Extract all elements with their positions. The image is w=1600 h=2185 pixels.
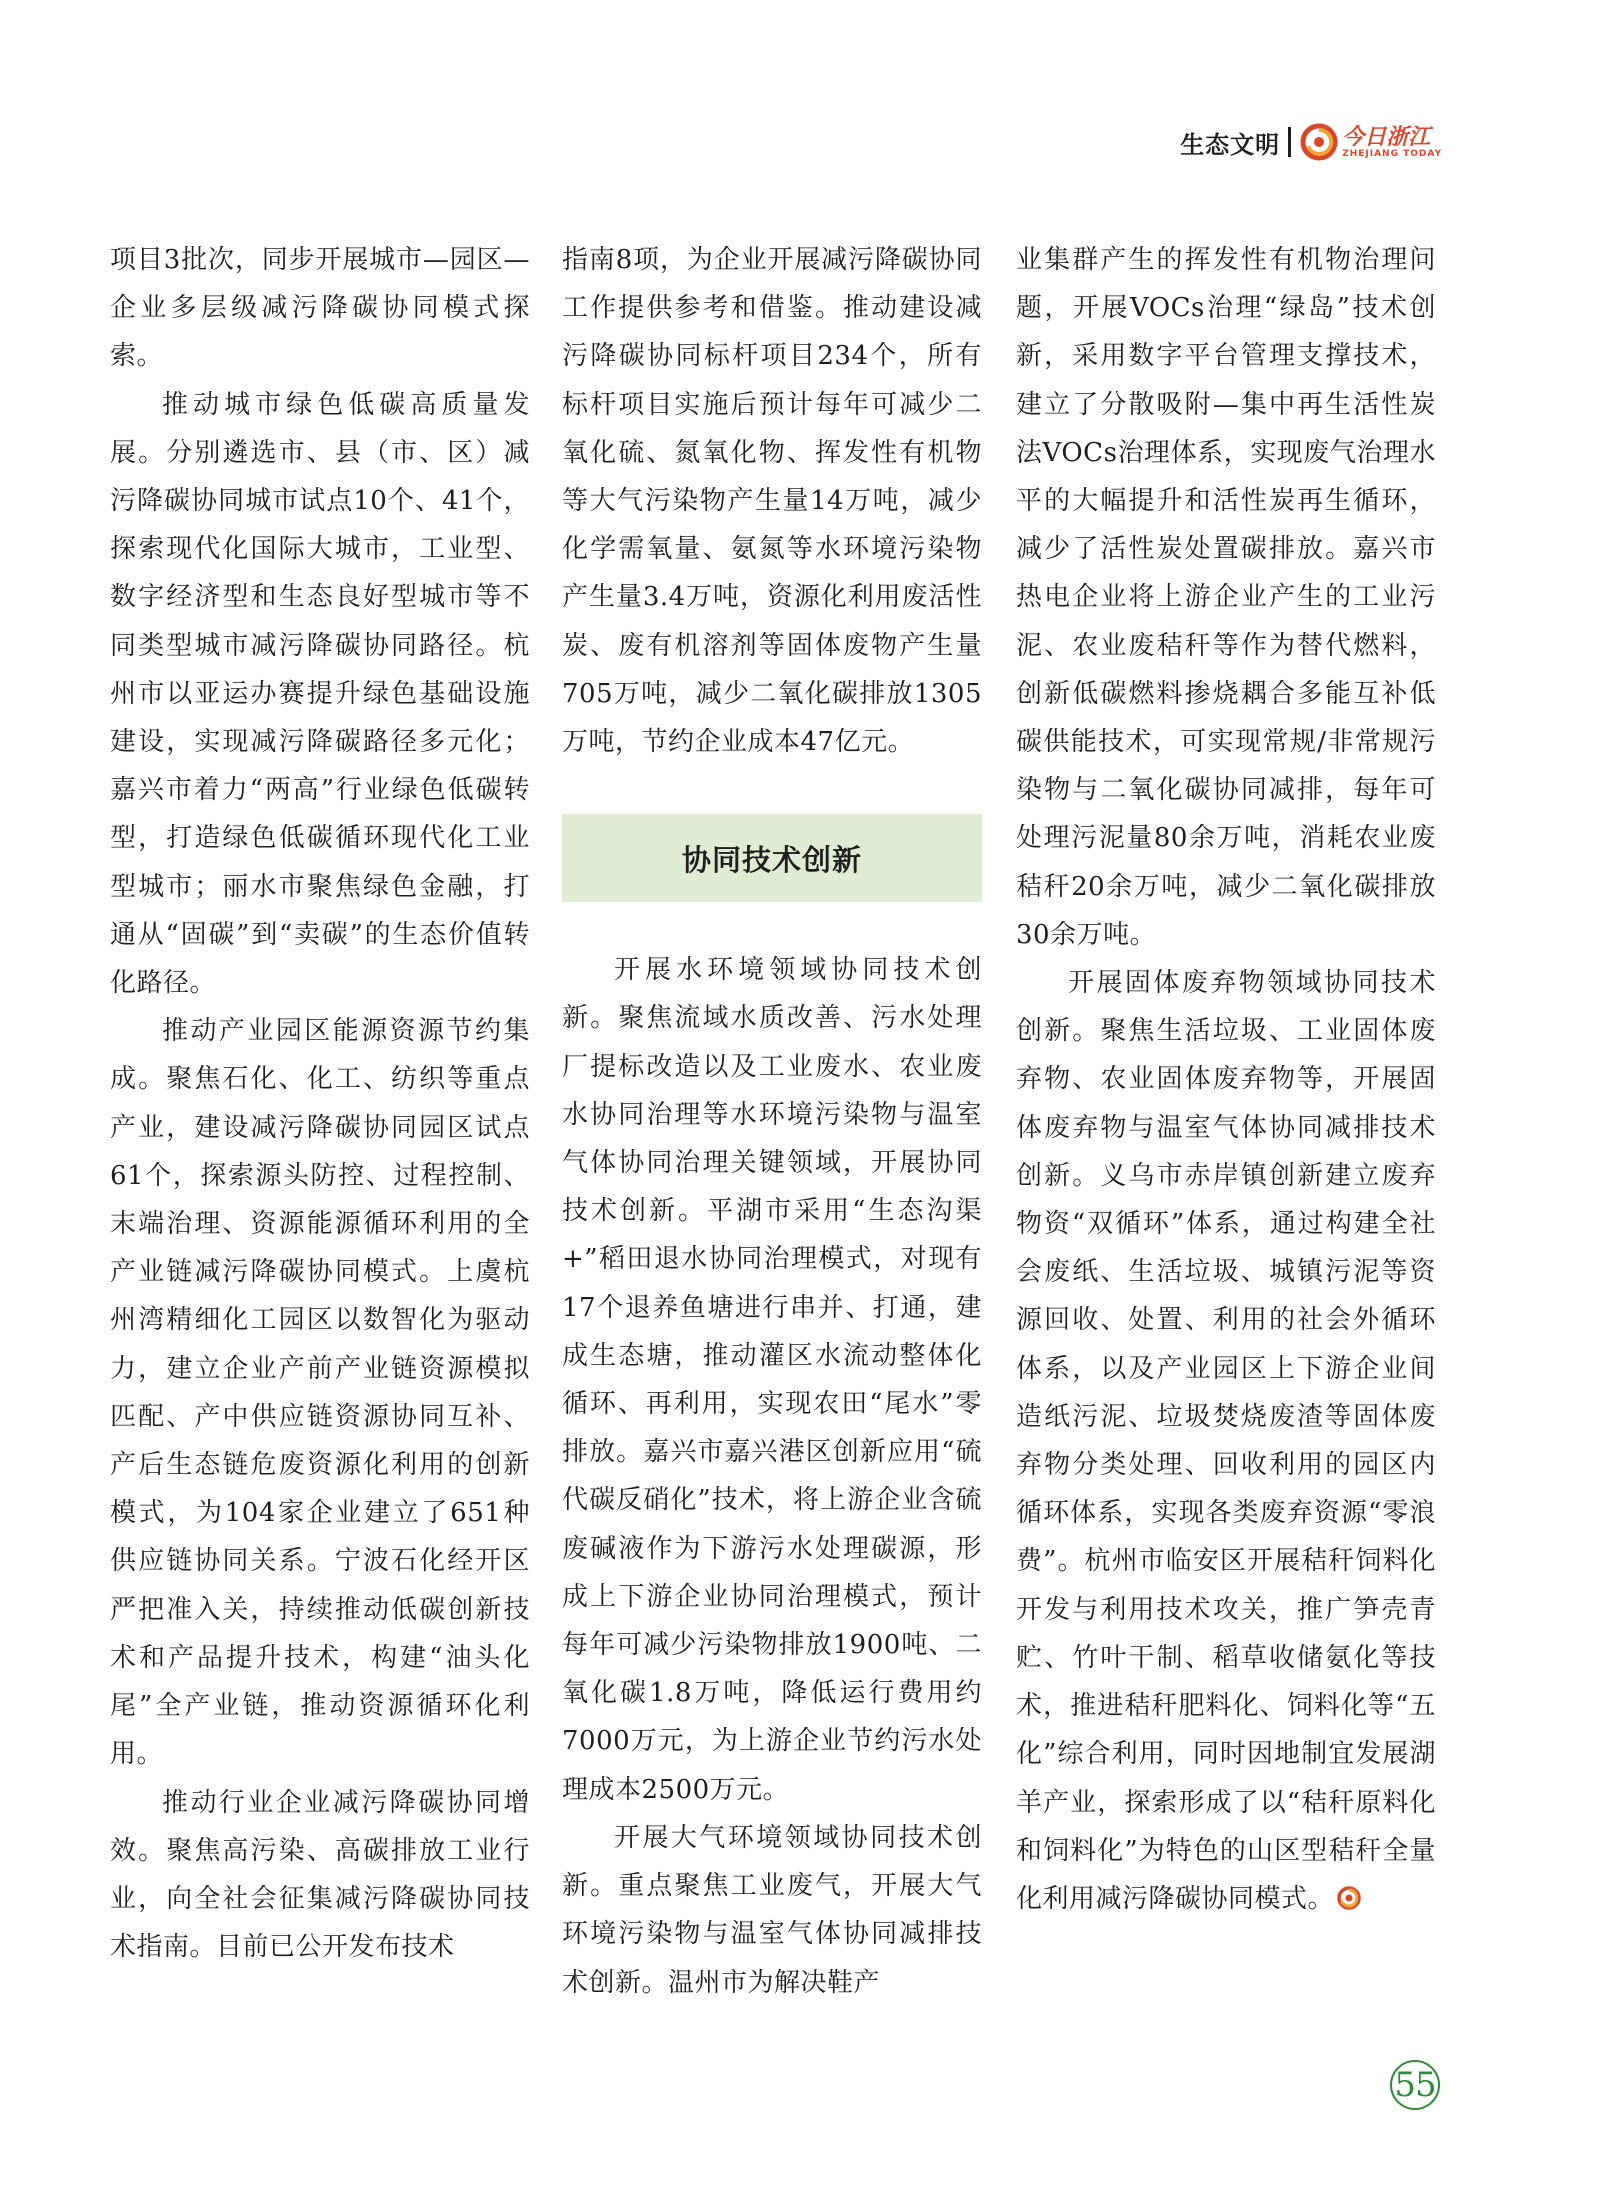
text-column-2: [562, 236, 982, 2007]
paragraph: 指南8项，为企业开展减污降碳协同工作提供参考和借鉴。推动建设减污降碳协同标杆项目234个，所有标杆项目实施后预计每年可减少二氧化硫、氮氧化物、挥发性有机物等大气污染物产生量14万吨，减少化学需氧量、氨氮等水环境污染物产生量3.4万吨，资源化利用废活性炭、废有机溶剂等固体废物产生量705万吨，减少二氧化碳排放1305万吨，节约企业成本47亿元。: [562, 245, 982, 758]
paragraph: 推动产业园区能源资源节约集成。聚焦石化、化工、纺织等重点产业，建设减污降碳协同园区试点61个，探索源头防控、过程控制、末端治理、资源能源循环利用的全产业链减污降碳协同模式。上虞杭州湾精细化工园区以数智化为驱动力，建立企业产前产业链资源模拟匹配、产中供应链资源协同互补、产后生态链危废资源化利用的创新模式，为104家企业建立了651种供应链协同关系。宁波石化经开区严把准入关，持续推动低碳创新技术和产品提升技术，构建“油头化尾”全产业链，推动资源循环化利用。: [110, 1016, 530, 1770]
paragraph: 项目3批次，同步开展城市—园区—企业多层级减污降碳协同模式探索。: [110, 245, 530, 372]
paragraph: 开展大气环境领域协同技术创新。重点聚焦工业废气，开展大气环境污染物与温室气体协同减排技术创新。温州市为解决鞋产: [562, 1822, 982, 1998]
section-name: 生态文明: [1180, 130, 1281, 159]
paragraph: 业集群产生的挥发性有机物治理问题，开展VOCs治理“绿岛”技术创新，采用数字平台管理支撑技术，建立了分散吸附—集中再生活性炭法VOCs治理体系，实现废气治理水平的大幅提升和活性炭再生循环，减少了活性炭处置碳排放。嘉兴市热电企业将上游企业产生的工业污泥、农业废秸秆等作为替代燃料，创新低碳燃料掺烧耦合多能互补低碳供能技术，可实现常规/非常规污染物与二氧化碳协同减排，每年可处理污泥量80余万吨，消耗农业废秸秆20余万吨，减少二氧化碳排放30余万吨。: [1016, 245, 1436, 950]
section-subheading: [562, 814, 982, 902]
paragraph: 推动城市绿色低碳高质量发展。分别遴选市、县（市、区）减污降碳协同城市试点10个、41个，探索现代化国际大城市，工业型、数字经济型和生态良好型城市等不同类型城市减污降碳协同路径。杭州市以亚运办赛提升绿色基础设施建设，实现减污降碳路径多元化；嘉兴市着力“两高”行业绿色低碳转型，打造绿色低碳循环现代化工业型城市；丽水市聚焦绿色金融，打通从“固碳”到“卖碳”的生态价值转化路径。: [110, 389, 530, 999]
paragraph-text: 开展固体废弃物领域协同技术创新。聚焦生活垃圾、工业固体废弃物、农业固体废弃物等，开展固体废弃物与温室气体协同减排技术创新。义乌市赤岸镇创新建立废弃物资“双循环”体系，通过构建全社会废纸、生活垃圾、城镇污泥等资源回收、处置、利用的社会外循环体系，以及产业园区上下游企业间造纸污泥、垃圾焚烧废渣等固体废弃物分类处理、回收利用的园区内循环体系，实现各类废弃资源“零浪费”。杭州市临安区开展秸秆饲料化开发与利用技术攻关，推广笋壳青贮、竹叶干制、稻草收储氨化等技术，推进秸秆肥料化、饲料化等“五化”综合利用，同时因地制宜发展湖羊产业，探索形成了以“秸秆原料化和饲料化”为特色的山区型秸秆全量化利用减污降碳协同模式。: [1016, 968, 1436, 1914]
page-header: [1180, 118, 1442, 166]
subheading-text: 协同技术创新: [681, 842, 862, 877]
text-column-1: [110, 236, 530, 1971]
logo-english-text: ZHEJIANG TODAY: [1342, 148, 1442, 159]
article-end-icon: [1336, 1885, 1362, 1911]
paragraph: 开展水环境领域协同技术创新。聚焦流域水质改善、污水处理厂提标改造以及工业废水、农业废水协同治理等水环境污染物与温室气体协同治理关键领域，开展协同技术创新。平湖市采用“生态沟渠+”稻田退水协同治理模式，对现有17个退养鱼塘进行串并、打通，建成生态塘，推动灌区水流动整体化循环、再利用，实现农田“尾水”零排放。嘉兴市嘉兴港区创新应用“硫代碳反硝化”技术，将上游企业含硫废碱液作为下游污水处理碳源，形成上下游企业协同治理模式，预计每年可减少污染物排放1900吨、二氧化碳1.8万吨，降低运行费用约7000万元，为上游企业节约污水处理成本2500万元。: [562, 955, 982, 1805]
logo-chinese-text: 今日浙江: [1342, 123, 1431, 150]
magazine-logo: [1299, 122, 1442, 162]
page-number: 55: [1390, 2060, 1440, 2110]
text-column-3: [1016, 236, 1436, 1923]
paragraph-final: [1016, 959, 1436, 1923]
logo-swirl-icon: [1299, 122, 1339, 162]
header-divider: [1288, 127, 1291, 157]
paragraph: 推动行业企业减污降碳协同增效。聚焦高污染、高碳排放工业行业，向全社会征集减污降碳协同技术指南。目前已公开发布技术: [110, 1787, 530, 1963]
